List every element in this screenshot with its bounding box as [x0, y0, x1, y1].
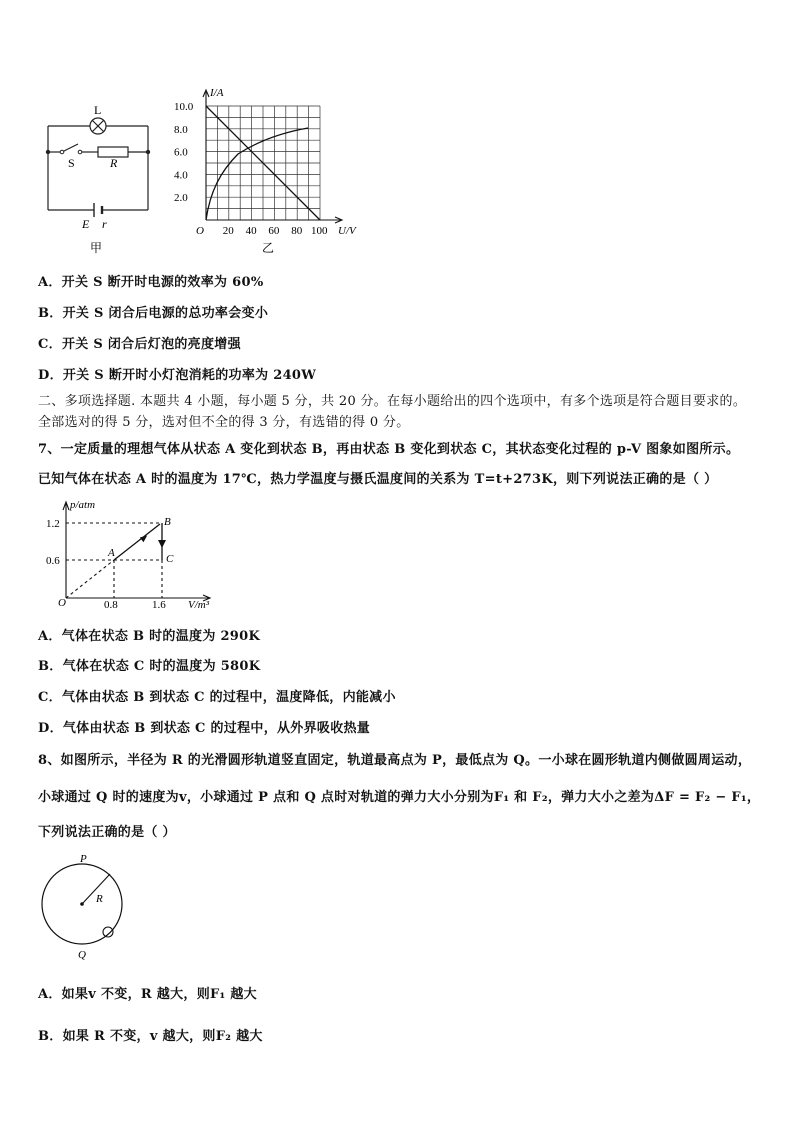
q6-option-c: C．开关 S 闭合后灯泡的亮度增强	[38, 337, 241, 352]
q7-option-d: D．气体由状态 B 到状态 C 的过程中，从外界吸收热量	[38, 721, 371, 736]
iu-xtick-label: 20	[222, 225, 234, 237]
pv-xtick-0-8: 0.8	[104, 599, 118, 611]
circular-track-figure	[38, 852, 138, 964]
pv-xtick-1-6: 1.6	[152, 599, 166, 611]
iu-chart	[170, 82, 370, 257]
pv-point-c: C	[166, 553, 174, 565]
figure-yi-label: 乙	[262, 241, 275, 255]
q8-option-a: A．如果v 不变，R 越大，则F₁ 越大	[38, 987, 257, 1002]
q7-line2: 已知气体在状态 A 时的温度为 17℃，热力学温度与摄氏温度间的关系为 T=t+273K，则下列说法正确的是（ ）	[38, 472, 718, 487]
radius-label: R	[96, 893, 103, 905]
q7-option-a: A．气体在状态 B 时的温度为 290K	[38, 629, 261, 644]
q8-line3: 下列说法正确的是（ ）	[38, 825, 176, 840]
emf-label: E	[82, 217, 90, 231]
pv-ytick-1-2: 1.2	[46, 518, 60, 530]
iu-ytick-label: 8.0	[174, 123, 188, 136]
pv-ylabel: p/atm	[70, 499, 96, 511]
iu-ytick-label: 2.0	[174, 192, 188, 205]
iu-origin: O	[196, 225, 204, 237]
figure-jia-label: 甲	[90, 241, 103, 255]
q7-option-c: C．气体由状态 B 到状态 C 的过程中，温度降低，内能减小	[38, 690, 396, 705]
lamp-label: L	[94, 103, 102, 117]
q6-option-a: A．开关 S 断开时电源的效率为 60%	[38, 275, 264, 290]
q8-line2: 小球通过 Q 时的速度为v，小球通过 P 点和 Q 点时对轨道的弹力大小分别为F₁ 和 F₂，弹力大小之差为ΔF = F₂ − F₁，	[38, 790, 761, 805]
q7-option-b: B．气体在状态 C 时的温度为 580K	[38, 659, 261, 674]
iu-xtick-label: 40	[245, 225, 257, 237]
point-p-label: P	[80, 853, 87, 865]
internal-resistance-label: r	[102, 217, 107, 231]
iu-xlabel: U/V	[338, 225, 356, 237]
iu-xtick-label: 80	[291, 225, 303, 237]
q8-option-b: B．如果 R 不变，v 越大，则F₂ 越大	[38, 1029, 263, 1044]
q6-option-b: B．开关 S 闭合后电源的总功率会变小	[38, 306, 269, 321]
pv-xlabel: V/m³	[188, 599, 210, 611]
circuit-diagram	[40, 100, 160, 260]
pv-chart	[40, 496, 230, 616]
q6-option-d: D．开关 S 断开时小灯泡消耗的功率为 240W	[38, 368, 317, 383]
iu-xtick-label: 60	[268, 225, 280, 237]
q8-line1: 8、如图所示，半径为 R 的光滑圆形轨道竖直固定，轨道最高点为 P，最低点为 Q。一小球在圆形轨道内侧做圆周运动，	[38, 753, 752, 768]
iu-xtick-label: 100	[311, 225, 328, 237]
iu-ytick-label: 10.0	[174, 101, 194, 113]
point-q-label: Q	[78, 949, 86, 961]
section2-line1: 二、多项选择题. 本题共 4 小题，每小题 5 分，共 20 分。在每小题给出的四个选项中，有多个选项是符合题目要求的。	[38, 394, 747, 409]
section2-line2: 全部选对的得 5 分，选对但不全的得 3 分，有选错的得 0 分。	[38, 415, 410, 430]
pv-point-a: A	[108, 547, 115, 559]
pv-ytick-0-6: 0.6	[46, 555, 60, 567]
pv-origin: O	[58, 597, 66, 609]
switch-label: S	[68, 156, 75, 170]
pv-point-b: B	[164, 516, 171, 528]
iu-ytick-label: 6.0	[174, 146, 188, 159]
q7-line1: 7、一定质量的理想气体从状态 A 变化到状态 B，再由状态 B 变化到状态 C，其状态变化过程的 p-V 图象如图所示。	[38, 442, 740, 457]
resistor-label: R	[110, 156, 118, 170]
iu-ylabel: I/A	[210, 87, 224, 99]
iu-ytick-label: 4.0	[174, 169, 188, 182]
